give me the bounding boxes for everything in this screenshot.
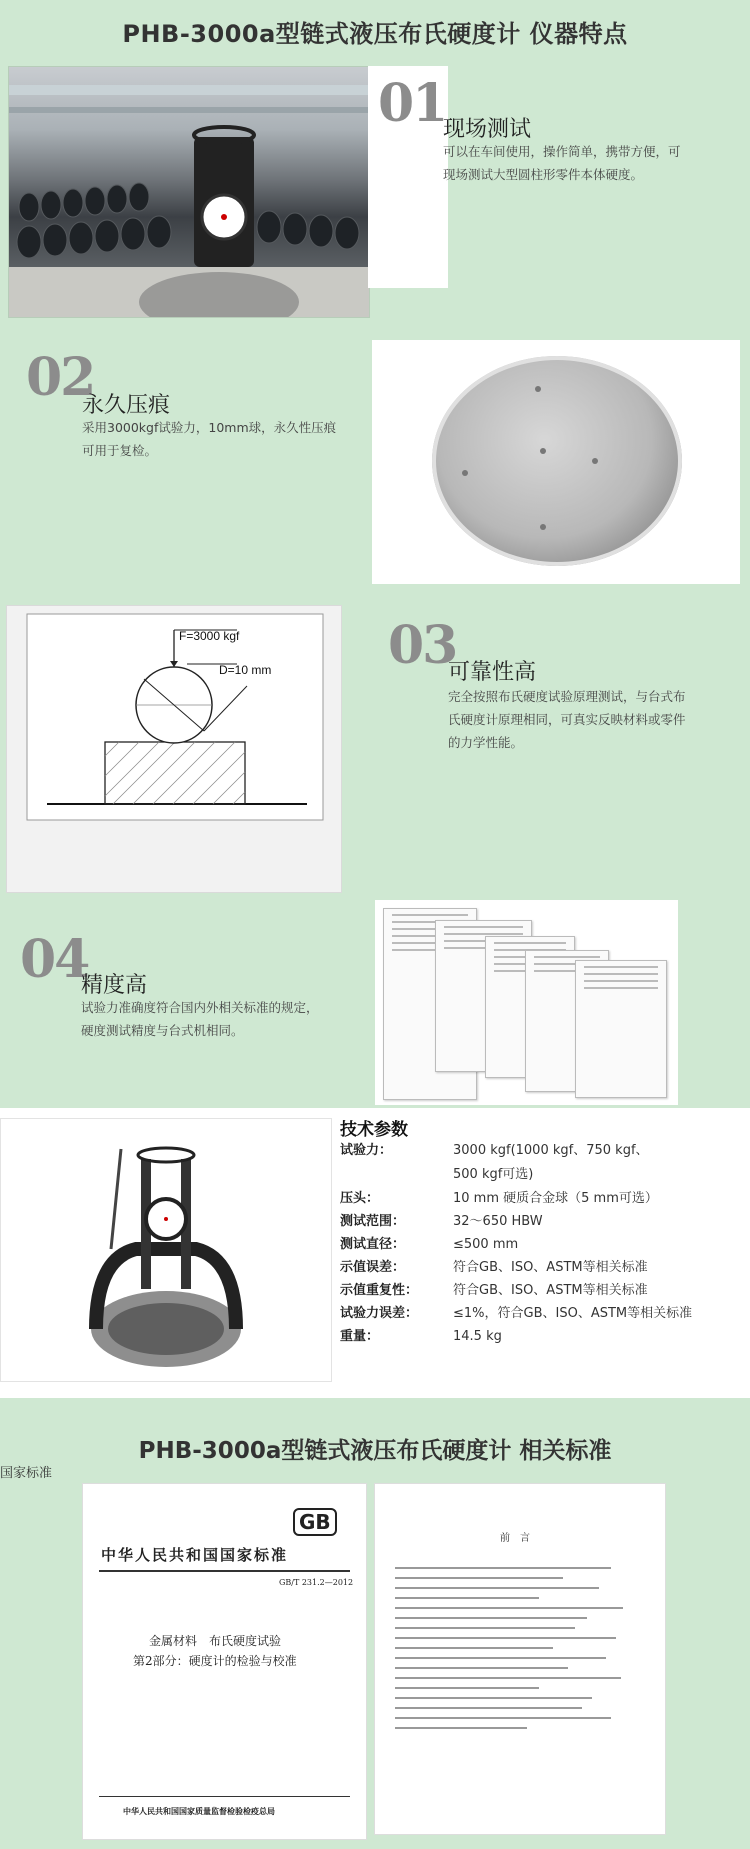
- feature-desc-line: 现场测试大型圆柱形零件本体硬度。: [443, 167, 644, 182]
- feature-number: 03: [388, 615, 457, 676]
- spec-value: 14.5 kg: [453, 1329, 502, 1344]
- standard-document-cover: [82, 1483, 367, 1840]
- spec-label: 重量：: [340, 1329, 380, 1344]
- standards-title: PHB-3000a型链式液压布氏硬度计 相关标准: [138, 1438, 612, 1464]
- feature-desc-line: 硬度测试精度与台式机相同。: [81, 1023, 244, 1038]
- standard-code: GB/T 231.2—2012: [279, 1578, 354, 1587]
- preface-heading: 前 言: [500, 1533, 530, 1544]
- brinell-diagram: [7, 606, 341, 892]
- feature-number: 04: [20, 929, 89, 990]
- spec-label: 压头：: [340, 1191, 380, 1206]
- indentation-diagram: [6, 605, 342, 893]
- spec-label: 示值重复性：: [340, 1283, 419, 1298]
- feature-number: 01: [378, 73, 447, 134]
- spec-value: 500 kgf可选): [453, 1167, 534, 1182]
- spec-value: ≤500 mm: [453, 1237, 519, 1252]
- spec-value: 3000 kgf(1000 kgf、750 kgf、: [453, 1143, 649, 1158]
- feature-desc-line: 完全按照布氏硬度试验原理测试，与台式布: [448, 689, 686, 704]
- test-disc: [432, 356, 682, 566]
- feature-title: 永久压痕: [82, 393, 171, 418]
- certificates-photo: [375, 900, 678, 1105]
- gb-logo: GB: [293, 1508, 337, 1536]
- workshop-photo: [8, 66, 370, 318]
- spec-value: 符合GB、ISO、ASTM等相关标准: [453, 1283, 648, 1298]
- standard-title-line-2: 第2部分：硬度计的检验与校准: [133, 1654, 297, 1668]
- feature-desc-line: 采用3000kgf试验力，10mm球，永久性压痕: [82, 420, 337, 435]
- feature-desc-line: 可用于复检。: [82, 443, 158, 458]
- spec-label: 试验力：: [340, 1143, 393, 1158]
- certificate-sheet: [575, 960, 667, 1098]
- standard-title-line-1: 金属材料 布氏硬度试验: [149, 1634, 282, 1648]
- feature-desc-line: 试验力准确度符合国内外相关标准的规定，: [81, 1000, 319, 1015]
- standards-side-label: 国家标准: [0, 1466, 53, 1481]
- spec-label: 测试范围：: [340, 1214, 406, 1229]
- feature-desc-line: 氏硬度计原理相同，可真实反映材料或零件: [448, 712, 686, 727]
- standard-country-line: 中华人民共和国国家标准: [101, 1546, 289, 1564]
- spec-label: 试验力误差：: [340, 1306, 419, 1321]
- spec-value: 10 mm 硬质合金球（5 mm可选）: [453, 1191, 658, 1206]
- spec-value: 符合GB、ISO、ASTM等相关标准: [453, 1260, 648, 1275]
- feature-desc: [82, 416, 336, 462]
- standard-preface-page: [374, 1483, 666, 1835]
- diameter-label: D=10 mm: [219, 663, 272, 677]
- spec-value: 32～650 HBW: [453, 1214, 543, 1229]
- spec-title: 技术参数: [340, 1120, 408, 1140]
- test-disc-photo: [372, 340, 740, 584]
- spec-label: 测试直径：: [340, 1237, 406, 1252]
- feature-title: 可靠性高: [448, 660, 537, 685]
- feature-desc-line: 可以在车间使用，操作简单，携带方便，可: [443, 144, 681, 159]
- feature-number: 02: [26, 347, 95, 408]
- hardness-tester-illustration: [1, 1119, 331, 1381]
- feature-desc: [443, 140, 681, 186]
- feature-title: 精度高: [81, 973, 148, 998]
- force-label: F=3000 kgf: [179, 629, 240, 643]
- feature-desc-line: 的力学性能。: [448, 735, 524, 750]
- spec-value: ≤1%，符合GB、ISO、ASTM等相关标准: [453, 1306, 693, 1321]
- feature-title: 现场测试: [443, 117, 532, 142]
- feature-desc: [81, 996, 319, 1042]
- pipes-illustration: [9, 67, 369, 317]
- page-title: PHB-3000a型链式液压布氏硬度计 仪器特点: [122, 20, 628, 48]
- tester-photo: [0, 1118, 332, 1382]
- standard-issuer: 中华人民共和国国家质量监督检验检疫总局: [123, 1806, 275, 1816]
- feature-desc: [448, 685, 686, 754]
- spec-label: 示值误差：: [340, 1260, 406, 1275]
